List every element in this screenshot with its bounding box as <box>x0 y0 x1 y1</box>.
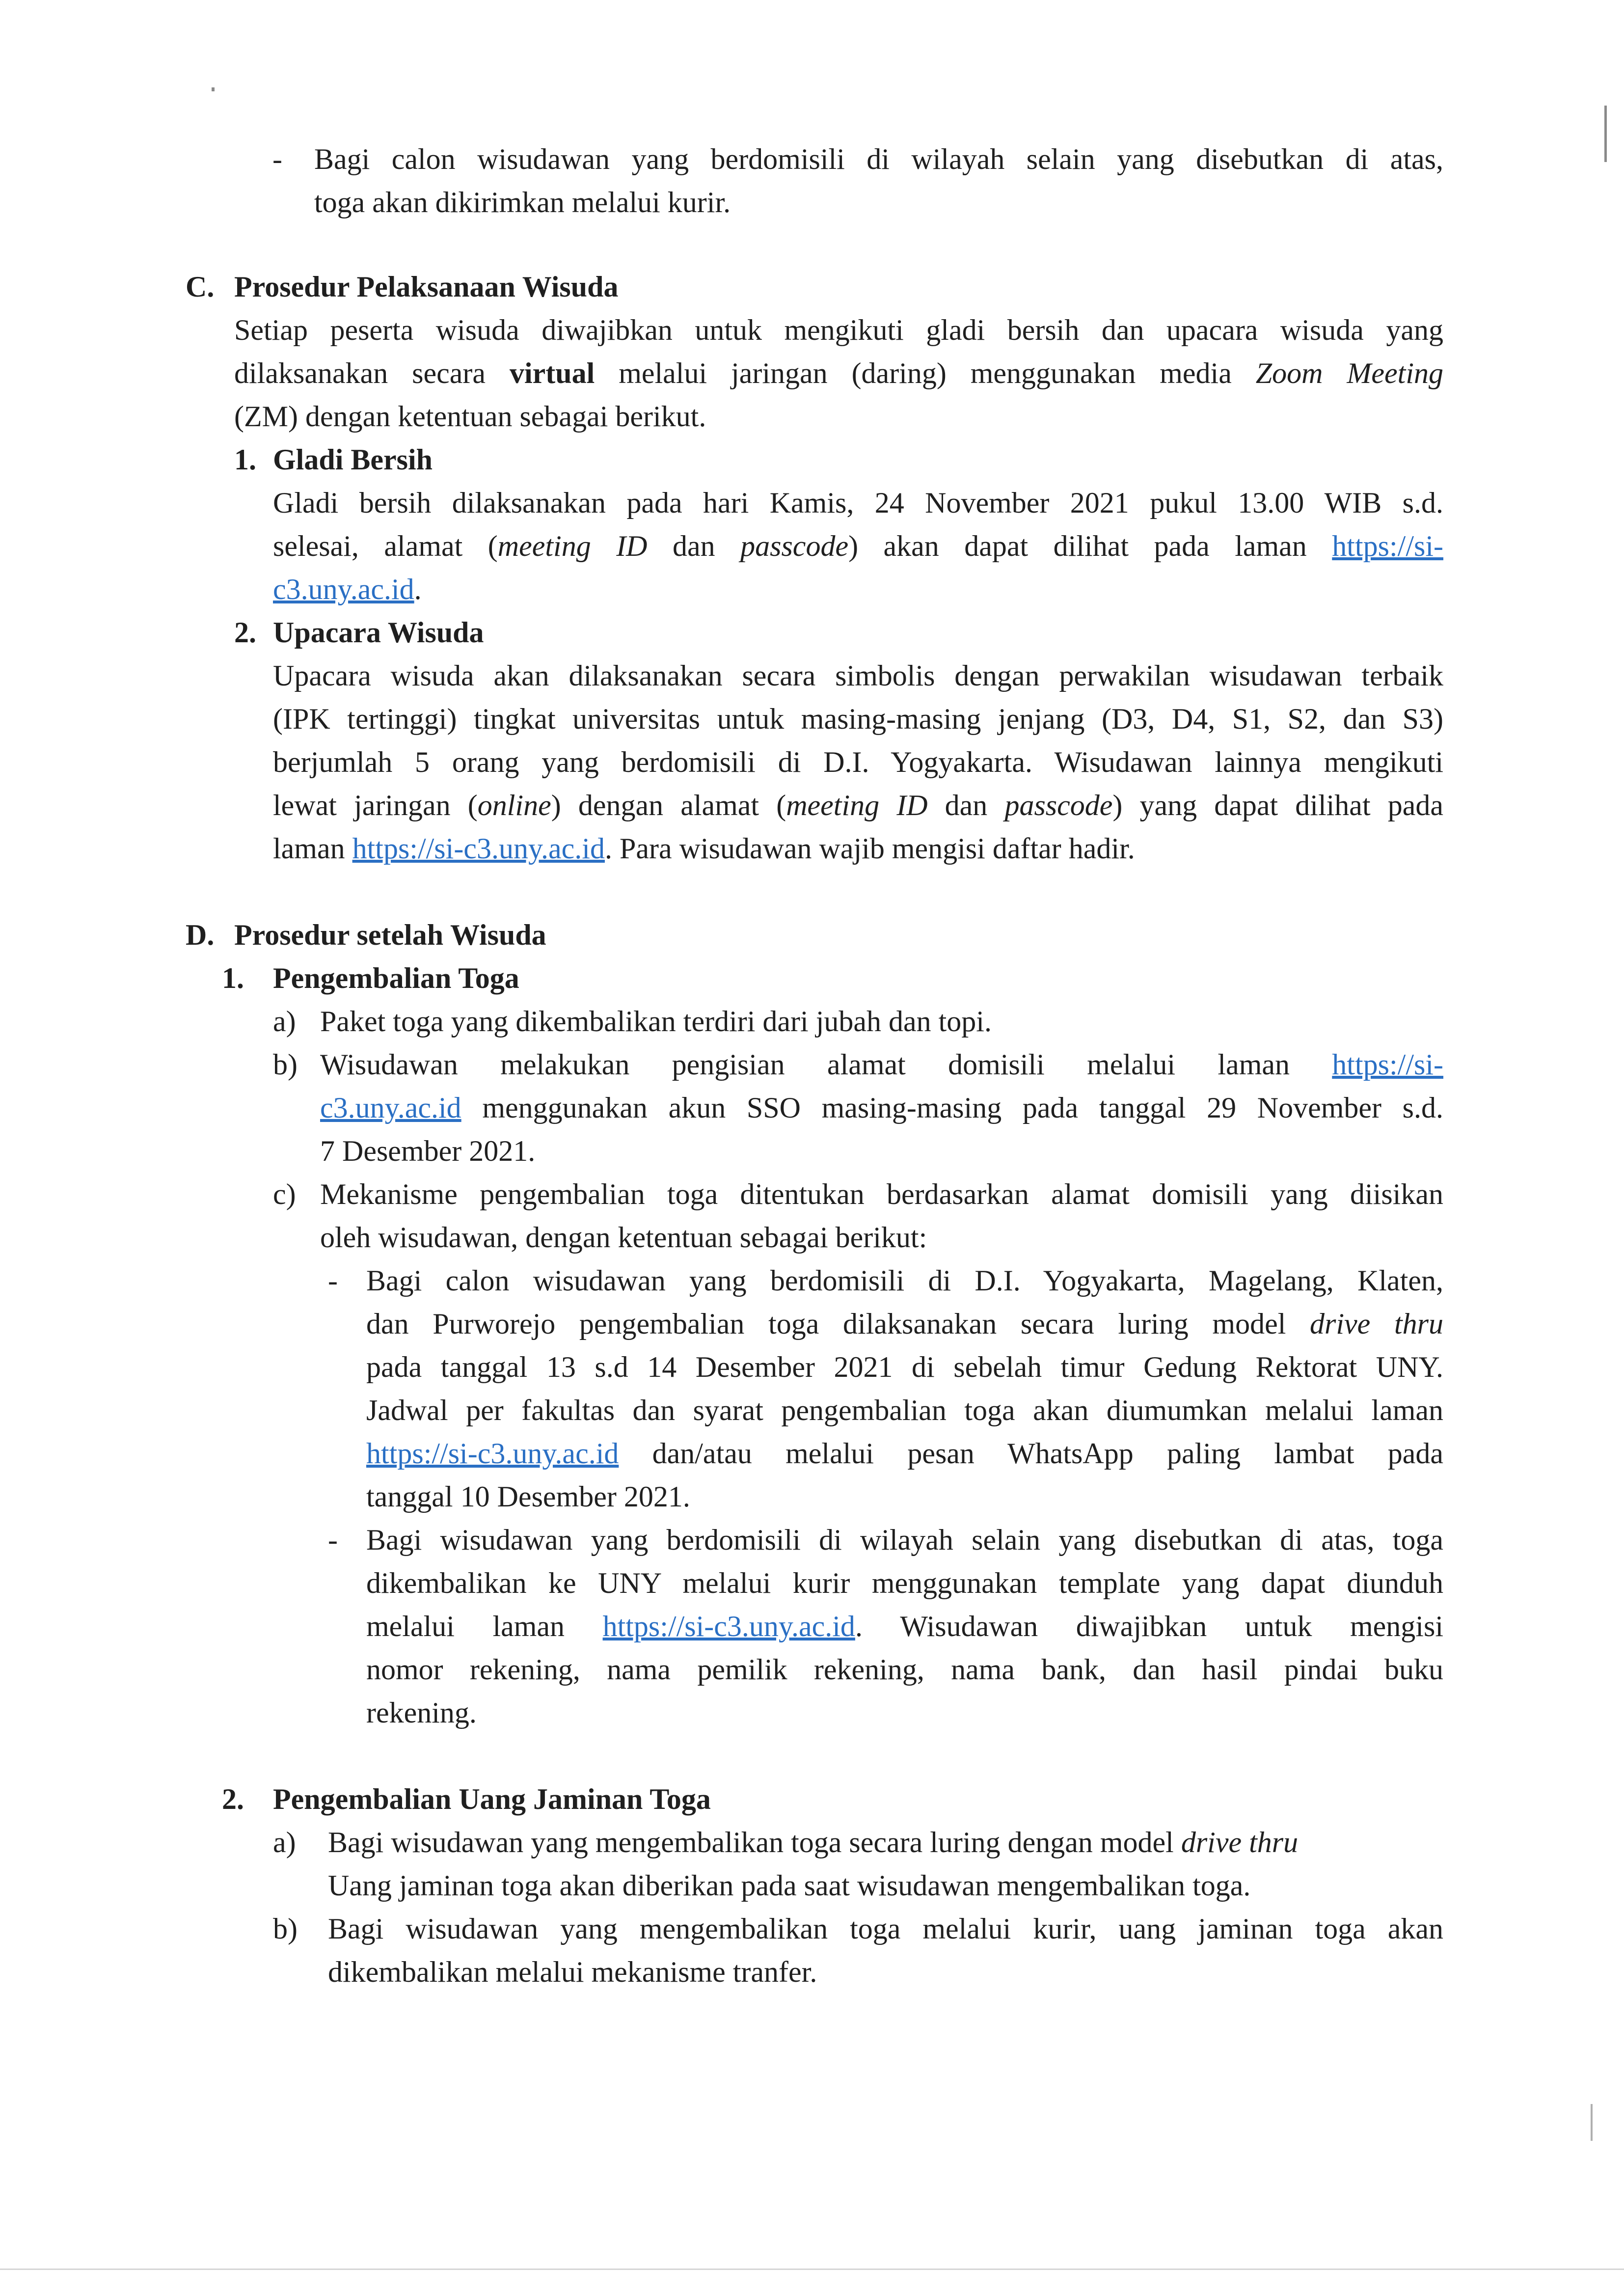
d1-c-bullet1-text: Bagi calon wisudawan yang berdomisili di D.I. Yogyakarta, Magelang, Klaten, dan Purworejo pengembalian toga dilaksanakan secara luring model drive thru pada tanggal 13 s.d 14 Desember 2021 di sebelah timur Gedung Rektorat UNY. Jadwal per fakultas dan syarat pengembalian toga akan diumumkan melalui laman https://si-c3.uny.ac.id dan/atau melalui pesan WhatsApp paling lambat pada tanggal 10 Desember 2021. <box>366 1264 1443 1513</box>
d-item2-number: 2. <box>222 1783 244 1815</box>
d2-a-text: Bagi wisudawan yang mengembalikan toga secara luring dengan model drive thru Uang jaminan toga akan diberikan pada saat wisudawan mengembalikan toga. <box>328 1826 1299 1902</box>
section-d-letter: D. <box>186 919 215 951</box>
section-c-title: Prosedur Pelaksanaan Wisuda <box>234 271 619 303</box>
top-bullet-dash: - <box>272 143 282 175</box>
scan-margin-mark <box>1604 106 1607 162</box>
c-item2-text: Upacara wisuda akan dilaksanakan secara simbolis dengan perwakilan wisudawan terbaik (IPK tertinggi) tingkat universitas untuk masing-masing jenjang (D3, D4, S1, S2, dan S3) berjumlah 5 orang yang berdomisili di D.I. Yogyakarta. Wisudawan lainnya mengikuti lewat jaringan (online) dengan alamat (meeting ID dan passcode) yang dapat dilihat pada laman https://si-c3.uny.ac.id. Para wisudawan wajib mengisi daftar hadir. <box>273 659 1443 865</box>
d-item1-number: 1. <box>222 962 244 994</box>
top-bullet-text: Bagi calon wisudawan yang berdomisili di wilayah selain yang disebutkan di atas, toga akan dikirimkan melalui kurir. <box>314 143 1443 219</box>
d2-b-text: Bagi wisudawan yang mengembalikan toga melalui kurir, uang jaminan toga akan dikembalikan melalui mekanisme tranfer. <box>328 1913 1443 1988</box>
d1-b-link[interactable]: https://si- <box>1332 1048 1443 1081</box>
section-c-intro: Setiap peserta wisuda diwajibkan untuk mengikuti gladi bersih dan upacara wisuda yang dilaksanakan secara virtual melalui jaringan (daring) menggunakan media Zoom Meeting (ZM) dengan ketentuan sebagai berikut. <box>234 314 1443 433</box>
c-item1-title: Gladi Bersih <box>273 443 433 476</box>
d1-b-text: Wisudawan melakukan pengisian alamat domisili melalui laman https://si- c3.uny.ac.id menggunakan akun SSO masing-masing pada tanggal 29 November s.d. 7 Desember 2021. <box>320 1048 1443 1167</box>
d1-b-link-cont[interactable]: c3.uny.ac.id <box>320 1092 461 1124</box>
d1-c-bullet2-link[interactable]: https://si-c3.uny.ac.id <box>602 1610 855 1642</box>
d1-c-bullet1-link[interactable]: https://si-c3.uny.ac.id <box>366 1437 619 1470</box>
c-item1-number: 1. <box>234 443 256 476</box>
d2-b-label: b) <box>273 1913 298 1945</box>
scan-bottom-edge <box>0 2269 1624 2270</box>
d2-a-label: a) <box>273 1826 296 1859</box>
c-item2-link[interactable]: https://si-c3.uny.ac.id <box>352 832 605 865</box>
d1-c-bullet2-dash: - <box>328 1524 338 1556</box>
c-item2-number: 2. <box>234 616 256 649</box>
c-item1-link-cont[interactable]: c3.uny.ac.id <box>273 573 414 605</box>
c-item1-link[interactable]: https://si- <box>1332 530 1443 562</box>
c-item2-title: Upacara Wisuda <box>273 616 484 649</box>
d1-a-text: Paket toga yang dikembalikan terdiri dari jubah dan topi. <box>320 1005 992 1038</box>
d1-c-label: c) <box>273 1178 296 1210</box>
section-d-title: Prosedur setelah Wisuda <box>234 919 546 951</box>
d1-a-label: a) <box>273 1005 296 1038</box>
scan-margin-mark <box>1591 2104 1593 2141</box>
d-item2-title: Pengembalian Uang Jaminan Toga <box>273 1783 711 1815</box>
d1-b-label: b) <box>273 1048 298 1081</box>
d1-c-bullet1-dash: - <box>328 1264 338 1297</box>
section-c-letter: C. <box>186 271 215 303</box>
d1-c-bullet2-text: Bagi wisudawan yang berdomisili di wilayah selain yang disebutkan di atas, toga dikembalikan ke UNY melalui kurir menggunakan template yang dapat diunduh melalui laman https://si-c3.uny.ac.id. Wisudawan diwajibkan untuk mengisi nomor rekening, nama pemilik rekening, nama bank, dan hasil pindai buku rekening. <box>366 1524 1443 1729</box>
scan-speck <box>212 87 215 91</box>
d1-c-text: Mekanisme pengembalian toga ditentukan berdasarkan alamat domisili yang diisikan oleh wisudawan, dengan ketentuan sebagai berikut: <box>320 1178 1443 1254</box>
c-item1-text: Gladi bersih dilaksanakan pada hari Kamis, 24 November 2021 pukul 13.00 WIB s.d. selesai, alamat (meeting ID dan passcode) akan dapat dilihat pada laman https://si- c3.uny.ac.id. <box>273 487 1443 605</box>
d-item1-title: Pengembalian Toga <box>273 962 519 994</box>
